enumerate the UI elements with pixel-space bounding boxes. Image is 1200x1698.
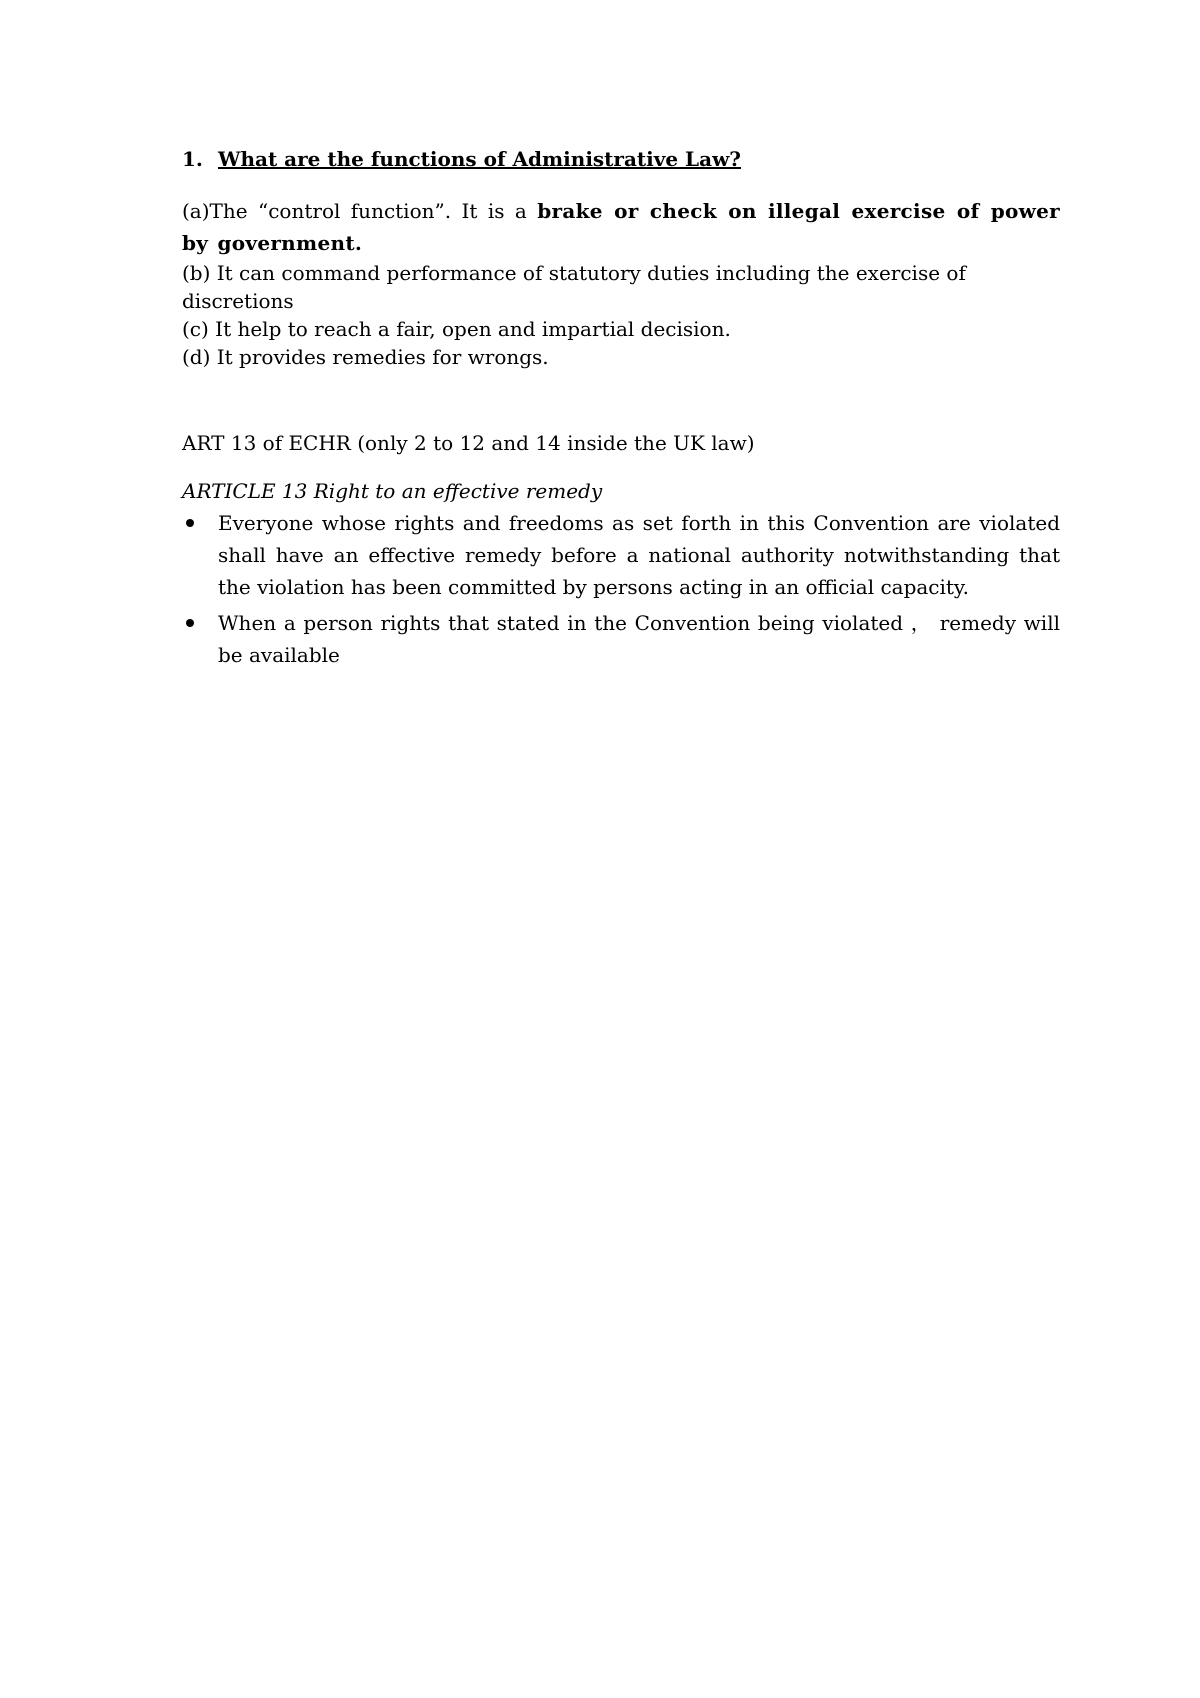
function-a — [182, 195, 1060, 259]
list-item — [182, 507, 1060, 603]
bullet-icon — [186, 619, 194, 627]
function-a-suffix: . — [354, 231, 363, 255]
list-item — [182, 607, 1060, 671]
bullet-icon — [186, 519, 194, 527]
bullet-text: Everyone whose rights and freedoms as set forth in this Convention are violated shall have an effective remedy before a national authority notwithstanding that the violation has been committed by persons acting in an official capacity. — [218, 511, 1060, 599]
article-bullet-list — [182, 507, 1060, 671]
document-body — [182, 145, 1060, 675]
function-d: (d) It provides remedies for wrongs. — [182, 345, 549, 369]
article-title: ARTICLE 13 Right to an effective remedy — [182, 479, 603, 503]
spacer — [182, 371, 1060, 429]
bullet-text: When a person rights that stated in the Convention being violated ， remedy will be available — [218, 611, 1060, 667]
heading-text: What are the functions of Administrative Law? — [218, 147, 742, 171]
function-a-bold: brake or check on illegal exercise of power by government — [182, 199, 1060, 255]
art-reference: ART 13 of ECHR (only 2 to 12 and 14 inside the UK law) — [182, 431, 755, 455]
function-b: (b) It can command performance of statutory duties including the exercise of discretions — [182, 261, 966, 313]
section-heading — [182, 145, 1060, 173]
function-c: (c) It help to reach a fair, open and impartial decision. — [182, 317, 731, 341]
function-a-prefix: (a)The “control function”. It is a — [182, 199, 538, 223]
heading-number: 1. — [182, 147, 203, 171]
